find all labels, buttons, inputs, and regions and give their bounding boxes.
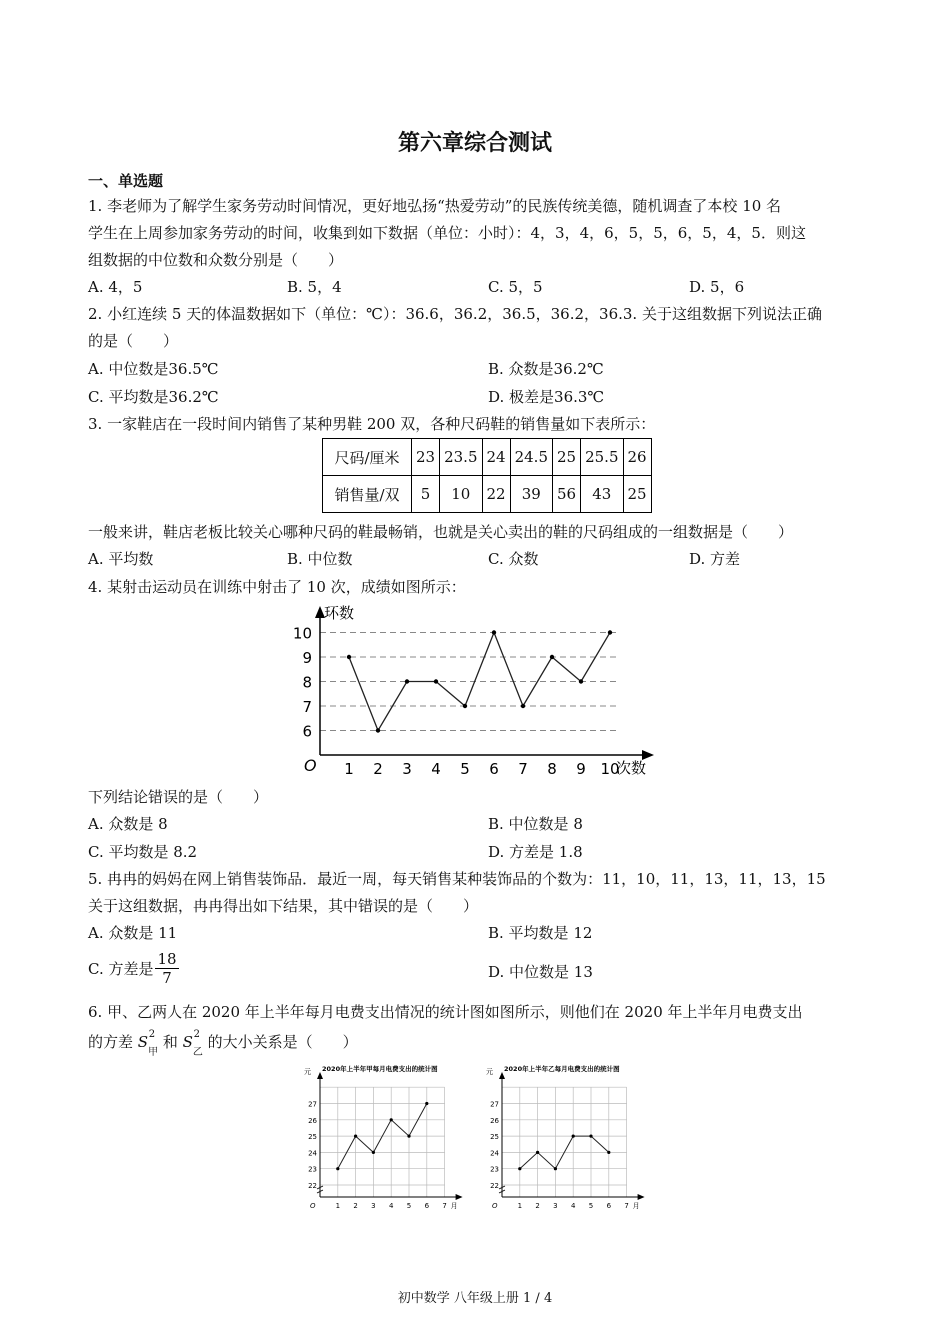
q2-line-1: 2. 小红连续 5 天的体温数据如下（单位：℃）：36.6，36.2，36.5，36.2，36.3. 关于这组数据下列说法正确: [88, 305, 822, 323]
origin-label: O: [304, 756, 317, 775]
q6-line-1: 6. 甲、乙两人在 2020 年上半年每月电费支出情况的统计图如图所示，则他们在 2020 年上半年月电费支出: [88, 1003, 803, 1021]
y-tick-label: 7: [302, 698, 312, 716]
data-point: [536, 1151, 539, 1154]
data-point: [407, 1135, 410, 1138]
data-point: [376, 728, 380, 732]
data-point: [336, 1167, 339, 1170]
data-point: [554, 1167, 557, 1170]
origin-label: O: [310, 1202, 316, 1210]
x-tick-label: 8: [547, 760, 557, 778]
variance-subscript-yi: 乙: [192, 1047, 203, 1058]
q1-option-d[interactable]: D. 5，6: [689, 278, 745, 296]
q1-option-b[interactable]: B. 5，4: [287, 278, 342, 296]
table-header-sales: 销售量/双: [323, 476, 412, 513]
y-tick-label: 23: [308, 1165, 317, 1174]
jia-electricity-chart: [300, 1062, 475, 1212]
fraction: [155, 950, 178, 987]
origin-label: O: [492, 1202, 498, 1210]
q5-line-1: 5. 冉冉的妈妈在网上销售装饰品．最近一周，每天销售某种装饰品的个数为：11，10，11，13，11，13，15: [88, 870, 826, 888]
data-point: [607, 1151, 610, 1154]
table-row: [323, 439, 652, 476]
y-tick-label: 26: [490, 1116, 499, 1125]
q2-option-b[interactable]: B. 众数是36.2℃: [488, 360, 604, 378]
y-tick-label: 8: [302, 673, 312, 692]
x-axis-label: 月: [450, 1202, 458, 1210]
size-table: [322, 438, 652, 513]
variance-power: 2: [148, 1029, 156, 1040]
table-cell: 24: [482, 439, 510, 476]
table-cell: 24.5: [510, 439, 552, 476]
data-point: [572, 1135, 575, 1138]
data-point: [521, 704, 525, 708]
q2-option-a[interactable]: A. 中位数是36.5℃: [88, 360, 219, 378]
data-point: [492, 630, 496, 634]
y-tick-label: 24: [490, 1149, 499, 1158]
y-tick-label: 22: [490, 1182, 499, 1190]
x-tick-label: 7: [442, 1202, 447, 1210]
y-tick-label: 10: [292, 624, 312, 643]
x-tick-label: 7: [624, 1202, 629, 1210]
q5-option-c-label: C. 方差是: [88, 960, 154, 978]
q5-option-a[interactable]: A. 众数是 11: [88, 924, 178, 942]
yi-electricity-chart: [482, 1062, 657, 1212]
section-heading: 一、单选题: [88, 172, 164, 190]
x-tick-label: 3: [371, 1202, 376, 1210]
q6-line-2: [88, 1029, 358, 1058]
fraction-denominator: 7: [162, 969, 172, 987]
q1-line-1: 1. 李老师为了解学生家务劳动时间情况，更好地弘扬“热爱劳动”的民族传统美德，随机调查了本校 10 名: [88, 197, 782, 215]
q1-line-2: 学生在上周参加家务劳动的时间，收集到如下数据（单位：小时）：4，3，4，6，5，5，6，5，4，5．则这: [88, 224, 806, 242]
q4-option-b[interactable]: B. 中位数是 8: [488, 815, 583, 833]
variance-yi: [182, 1029, 203, 1058]
y-tick-label: 26: [308, 1116, 317, 1125]
q3-line: 3. 一家鞋店在一段时间内销售了某种男鞋 200 双，各种尺码鞋的销售量如下表所示：: [88, 415, 656, 433]
q4-option-a[interactable]: A. 众数是 8: [88, 815, 168, 833]
x-tick-label: 1: [344, 760, 354, 778]
table-cell: 5: [412, 476, 440, 513]
table-cell: 25.5: [581, 439, 623, 476]
q3-option-c[interactable]: C. 众数: [488, 550, 539, 568]
q6-line-2-pre: 的方差: [88, 1033, 138, 1051]
x-tick-label: 5: [406, 1202, 412, 1210]
data-point: [372, 1151, 375, 1154]
q6-line-2-post: 的大小关系是（ ）: [202, 1033, 358, 1051]
y-axis-label: 环数: [324, 604, 355, 622]
q5-option-d[interactable]: D. 中位数是 13: [488, 963, 593, 981]
q4-option-d[interactable]: D. 方差是 1.8: [488, 843, 583, 861]
q1-line-3: 组数据的中位数和众数分别是（ ）: [88, 251, 344, 269]
q6-and: 和: [158, 1033, 183, 1051]
variance-subscript-jia: 甲: [148, 1047, 159, 1058]
y-tick-label: 23: [490, 1165, 499, 1174]
q1-option-a[interactable]: A. 4，5: [88, 278, 143, 296]
data-point: [589, 1135, 592, 1138]
table-cell: 25: [623, 476, 651, 513]
x-axis-arrow: [456, 1194, 463, 1200]
x-tick-label: 4: [388, 1202, 394, 1210]
chart-title: 2020年上半年甲每月电费支出的统计图: [322, 1065, 438, 1073]
table-cell: 43: [581, 476, 623, 513]
q2-option-c[interactable]: C. 平均数是36.2℃: [88, 388, 219, 406]
x-tick-label: 3: [402, 760, 412, 778]
q3-option-b[interactable]: B. 中位数: [287, 550, 353, 568]
variance-symbol: S: [137, 1033, 149, 1051]
x-tick-label: 4: [431, 760, 441, 778]
chart-title: 2020年上半年乙每月电费支出的统计图: [504, 1065, 620, 1073]
data-point: [354, 1135, 357, 1138]
table-cell: 22: [482, 476, 510, 513]
data-point: [434, 679, 438, 683]
x-tick-label: 4: [570, 1202, 576, 1210]
y-tick-label: 25: [308, 1133, 317, 1142]
fraction-numerator: 18: [157, 950, 177, 968]
data-point: [463, 704, 467, 708]
x-tick-label: 10: [600, 760, 620, 778]
table-cell: 10: [440, 476, 482, 513]
data-point: [425, 1102, 428, 1105]
x-axis-arrow: [638, 1194, 645, 1200]
y-tick-label: 25: [490, 1133, 499, 1142]
x-axis-label: 次数: [616, 759, 647, 777]
q3-question: 一般来讲，鞋店老板比较关心哪种尺码的鞋最畅销，也就是关心卖出的鞋的尺码组成的一组数据是（ ）: [88, 523, 794, 541]
x-tick-label: 2: [535, 1202, 540, 1210]
q1-option-c[interactable]: C. 5，5: [488, 278, 543, 296]
x-tick-label: 6: [424, 1202, 430, 1210]
x-tick-label: 6: [606, 1202, 612, 1210]
q5-option-b[interactable]: B. 平均数是 12: [488, 924, 593, 942]
table-cell: 23.5: [440, 439, 482, 476]
x-tick-label: 2: [353, 1202, 358, 1210]
q2-option-d[interactable]: D. 极差是36.3℃: [488, 388, 605, 406]
x-tick-label: 1: [517, 1202, 523, 1210]
table-cell: 23: [412, 439, 440, 476]
data-point: [550, 655, 554, 659]
x-tick-label: 6: [489, 760, 499, 778]
y-tick-label: 27: [490, 1100, 499, 1109]
q4-question: 下列结论错误的是（ ）: [88, 788, 269, 806]
q4-option-c[interactable]: C. 平均数是 8.2: [88, 843, 198, 861]
table-cell: 25: [553, 439, 581, 476]
y-tick-label: 27: [308, 1100, 317, 1109]
x-tick-label: 5: [460, 760, 470, 778]
data-point: [347, 655, 351, 659]
shooting-score-chart: [290, 600, 670, 780]
y-axis-arrow: [317, 1072, 323, 1079]
variance-power: 2: [193, 1029, 200, 1040]
data-point: [579, 679, 583, 683]
y-tick-label: 6: [302, 722, 312, 741]
data-point: [390, 1118, 393, 1121]
y-axis-label: 元: [486, 1068, 493, 1076]
q5-line-2: 关于这组数据，冉冉得出如下结果，其中错误的是（ ）: [88, 897, 479, 915]
variance-jia: [137, 1029, 159, 1058]
data-point: [518, 1167, 521, 1170]
x-tick-label: 3: [553, 1202, 558, 1210]
table-cell: 39: [510, 476, 552, 513]
x-tick-label: 2: [373, 760, 383, 778]
y-tick-label: 24: [308, 1149, 317, 1158]
table-header-size: 尺码/厘米: [323, 439, 412, 476]
x-tick-label: 1: [335, 1202, 341, 1210]
y-axis-arrow: [499, 1072, 505, 1079]
q3-option-d[interactable]: D. 方差: [689, 550, 741, 568]
x-tick-label: 9: [576, 760, 586, 778]
y-tick-label: 22: [308, 1182, 317, 1190]
y-tick-label: 9: [302, 649, 312, 667]
x-axis-label: 月: [632, 1202, 640, 1210]
q2-line-2: 的是（ ）: [88, 332, 179, 350]
x-tick-label: 5: [588, 1202, 594, 1210]
table-row: [323, 476, 652, 513]
variance-symbol: S: [182, 1033, 193, 1051]
q3-option-a[interactable]: A. 平均数: [88, 550, 154, 568]
x-tick-label: 7: [518, 760, 528, 778]
y-axis-label: 元: [304, 1068, 311, 1076]
q4-line: 4. 某射击运动员在训练中射击了 10 次，成绩如图所示：: [88, 578, 466, 596]
page-title: 第六章综合测试: [397, 131, 552, 156]
q5-option-c[interactable]: [88, 950, 179, 987]
table-cell: 56: [553, 476, 581, 513]
data-point: [608, 630, 612, 634]
table-cell: 26: [623, 439, 651, 476]
data-point: [405, 679, 409, 683]
page-footer: 初中数学 八年级上册 1 / 4: [397, 1291, 553, 1306]
